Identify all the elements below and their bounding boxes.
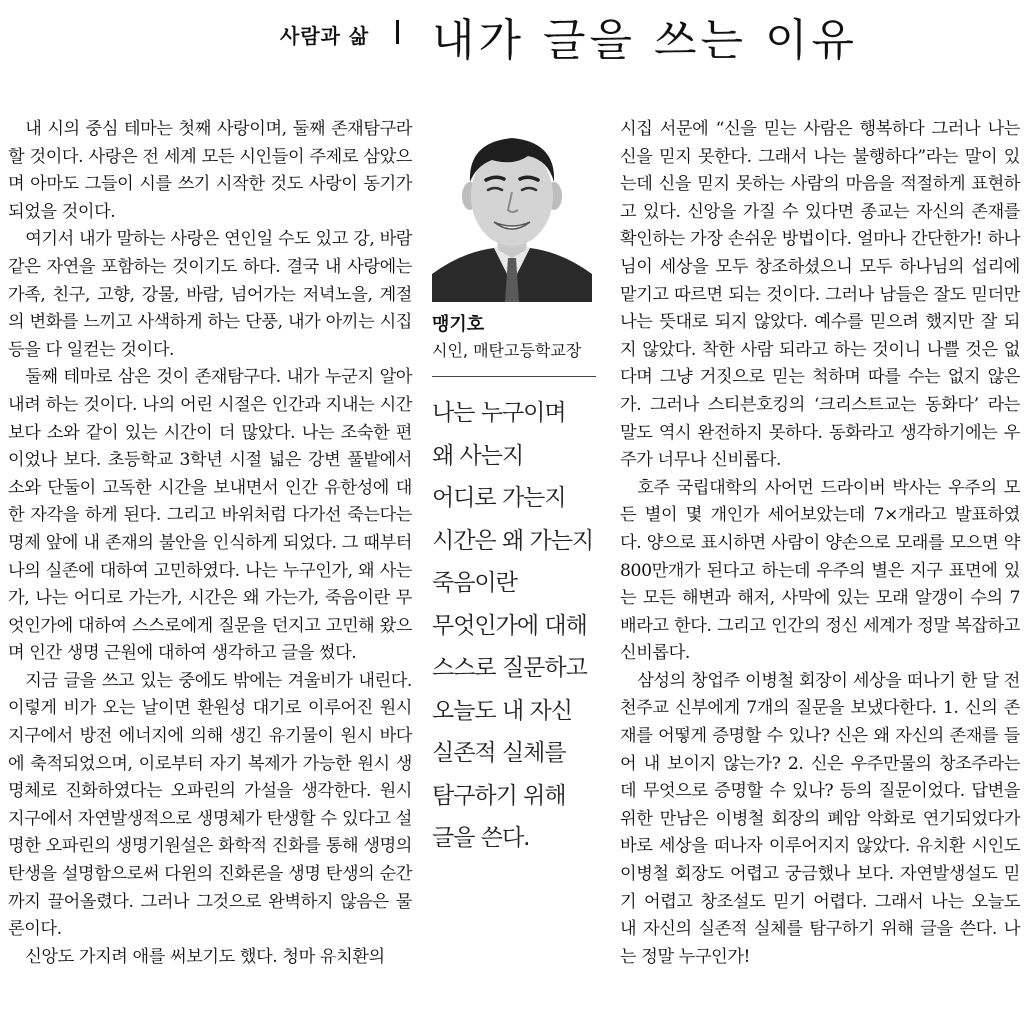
sidebar-divider xyxy=(432,376,596,377)
left-column xyxy=(8,116,412,971)
pull-quote-line: 어디로 가는지 xyxy=(432,485,566,511)
paragraph: 신앙도 가지려 애를 써보기도 했다. 청마 유치환의 xyxy=(25,946,385,967)
pull-quote-line: 오늘도 내 자신 xyxy=(432,697,572,724)
paragraph: 삼성의 창업주 이병철 회장이 세상을 떠나기 한 달 전 천주교 신부에게 7개의 질문을 보냈다한다. 1. 신의 존재를 어떻게 증명할 수 있나? 신은 왜 자신의 존재를 들어 내 보이지 않는가? 2. 신은 우주만물의 창조주라는데 무엇으로 증명할 수 있나? 등의 질문이었다. 답변을 위한 만남은 이병철 회장의 폐암 악화로 연기되었다가 바로 세상을 떠나자 이루어지지 않았다. 유치환 시인도 이병철 회장도 어렵고 궁금했나 보다. 자연발생설도 믿기 어렵고 창조설도 믿기 어렵다. 그래서 나는 오늘도 내 자신의 실존적 실체를 탐구하기 위해 글을 쓴다. 나는 정말 누구인가! xyxy=(620,670,1020,967)
article-header xyxy=(0,0,1024,80)
pull-quote-line: 나는 누구이며 xyxy=(432,400,566,426)
paragraph: 호주 국립대학의 사어먼 드라이버 박사는 우주의 모든 별이 몇 개인가 세어보았는데 7×개라고 발표하였다. 양으로 표시하면 사람이 양손으로 모래를 모으면 약 800만개가 된다고 하는데 우주의 별은 지구 표면에 있는 모든 해변과 해저, 사막에 있는 모래 알갱이 수의 7배라고 한다. 그리고 인간의 정신 세계가 정말 복잡하고 신비롭다. xyxy=(620,477,1020,664)
right-column xyxy=(620,116,1020,971)
pull-quote-line: 스스로 질문하고 xyxy=(432,655,587,681)
pull-quote-line: 실존적 실체를 xyxy=(432,740,566,766)
article-headline: 내가 글을 쓰는 이유 xyxy=(432,15,858,66)
pull-quote-line: 탐구하기 위해 xyxy=(432,782,566,809)
paragraph: 지금 글을 쓰고 있는 중에도 밖에는 겨울비가 내린다. 이렇게 비가 오는 날이면 환원성 대기로 이루어진 원시 지구에서 방전 에너지에 의해 생긴 유기물이 원시 바다에 축적되었으며, 이로부터 자기 복제가 가능한 원시 생명체로 진화하였다는 오파린의 가설을 생각한다. 원시 지구에서 자연발생적으로 생명체가 탄생할 수 있다고 설명한 오파린의 생명기원설은 화학적 진화를 통해 생명의 탄생을 설명함으로써 다윈의 진화론을 생명 탄생의 순간까지 끌어올렸다. 그러나 그것으로 완벽하지 않음은 물론이다. xyxy=(8,670,412,940)
pull-quote xyxy=(432,392,602,860)
paragraph: 시집 서문에 “신을 믿는 사람은 행복하다 그러나 나는 신을 믿지 못한다. 그래서 나는 불행하다”라는 말이 있는데 신을 믿지 못하는 사람의 마음을 적절하게 표현하고 있다. 신앙을 가질 수 있다면 종교는 자신의 존재를 확인하는 가장 손쉬운 방법이다. 얼마나 간단한가! 하나님이 세상을 모두 창조하셨으니 모두 하나님의 섭리에 맡기고 따르면 되는 것이다. 그러나 남들은 잘도 믿더만 나는 뜻대로 되지 않았다. 예수를 믿으려 했지만 잘 되지 않았다. 착한 사람 되라고 하는 것이니 나쁠 것은 없다며 그냥 거짓으로 믿는 척하며 따를 수는 없지 않은가. 그러나 스티븐호킹의 ‘크리스트교는 동화다’ 라는 말도 역시 완전하지 못하다. 동화라고 생각하기에는 우주가 너무나 신비롭다. xyxy=(620,119,1020,471)
section-label: 사람과 삶 xyxy=(280,24,370,48)
pull-quote-line: 왜 사는지 xyxy=(432,442,524,469)
section-divider xyxy=(396,20,399,44)
author-title: 시인, 매탄고등학교장 xyxy=(432,341,582,360)
paragraph: 여기서 내가 말하는 사랑은 연인일 수도 있고 강, 바람 같은 자연을 포함하는 것이기도 하다. 결국 내 사랑에는 가족, 친구, 고향, 강물, 바람, 넘어가는 저녁노을, 계절의 변화를 느끼고 사색하게 하는 단풍, 내가 아끼는 시집 등을 다 일컫는 것이다. xyxy=(8,229,412,360)
pull-quote-line: 글을 쓴다. xyxy=(432,825,530,851)
author-name: 맹기호 xyxy=(432,314,485,335)
author-photo xyxy=(432,124,592,302)
paragraph: 둘째 테마로 삼은 것이 존재탐구다. 내가 누군지 알아내려 하는 것이다. 나의 어린 시절은 인간과 지내는 시간보다 소와 같이 있는 시간이 더 많았다. 나는 조숙한 편이었나 보다. 초등학교 3학년 시절 넓은 강변 풀밭에서 소와 단둘이 고독한 시간을 보내면서 인간 유한성에 대한 자각을 하게 된다. 그리고 바위처럼 다가선 죽는다는 명제 앞에 내 존재의 불안을 인식하게 되었다. 그 때부터 나의 실존에 대하여 고민하였다. 나는 누구인가, 왜 사는가, 나는 어디로 가는가, 시간은 왜 가는가, 죽음이란 무엇인가에 대하여 스스로에게 질문을 던지고 고민해 왔으며 인간 생명 근원에 대하여 생각하고 글을 썼다. xyxy=(8,367,412,664)
pull-quote-line: 무엇인가에 대해 xyxy=(432,612,587,639)
paragraph: 내 시의 중심 테마는 첫째 사랑이며, 둘째 존재탐구라 할 것이다. 사랑은 전 세계 모든 시인들이 주제로 삼았으며 아마도 그들이 시를 쓰기 시작한 것도 사랑이 동기가 되었을 것이다. xyxy=(8,119,412,222)
author-portrait-image xyxy=(432,124,592,302)
pull-quote-line: 죽음이란 xyxy=(432,570,517,596)
pull-quote-line: 시간은 왜 가는지 xyxy=(432,527,594,554)
